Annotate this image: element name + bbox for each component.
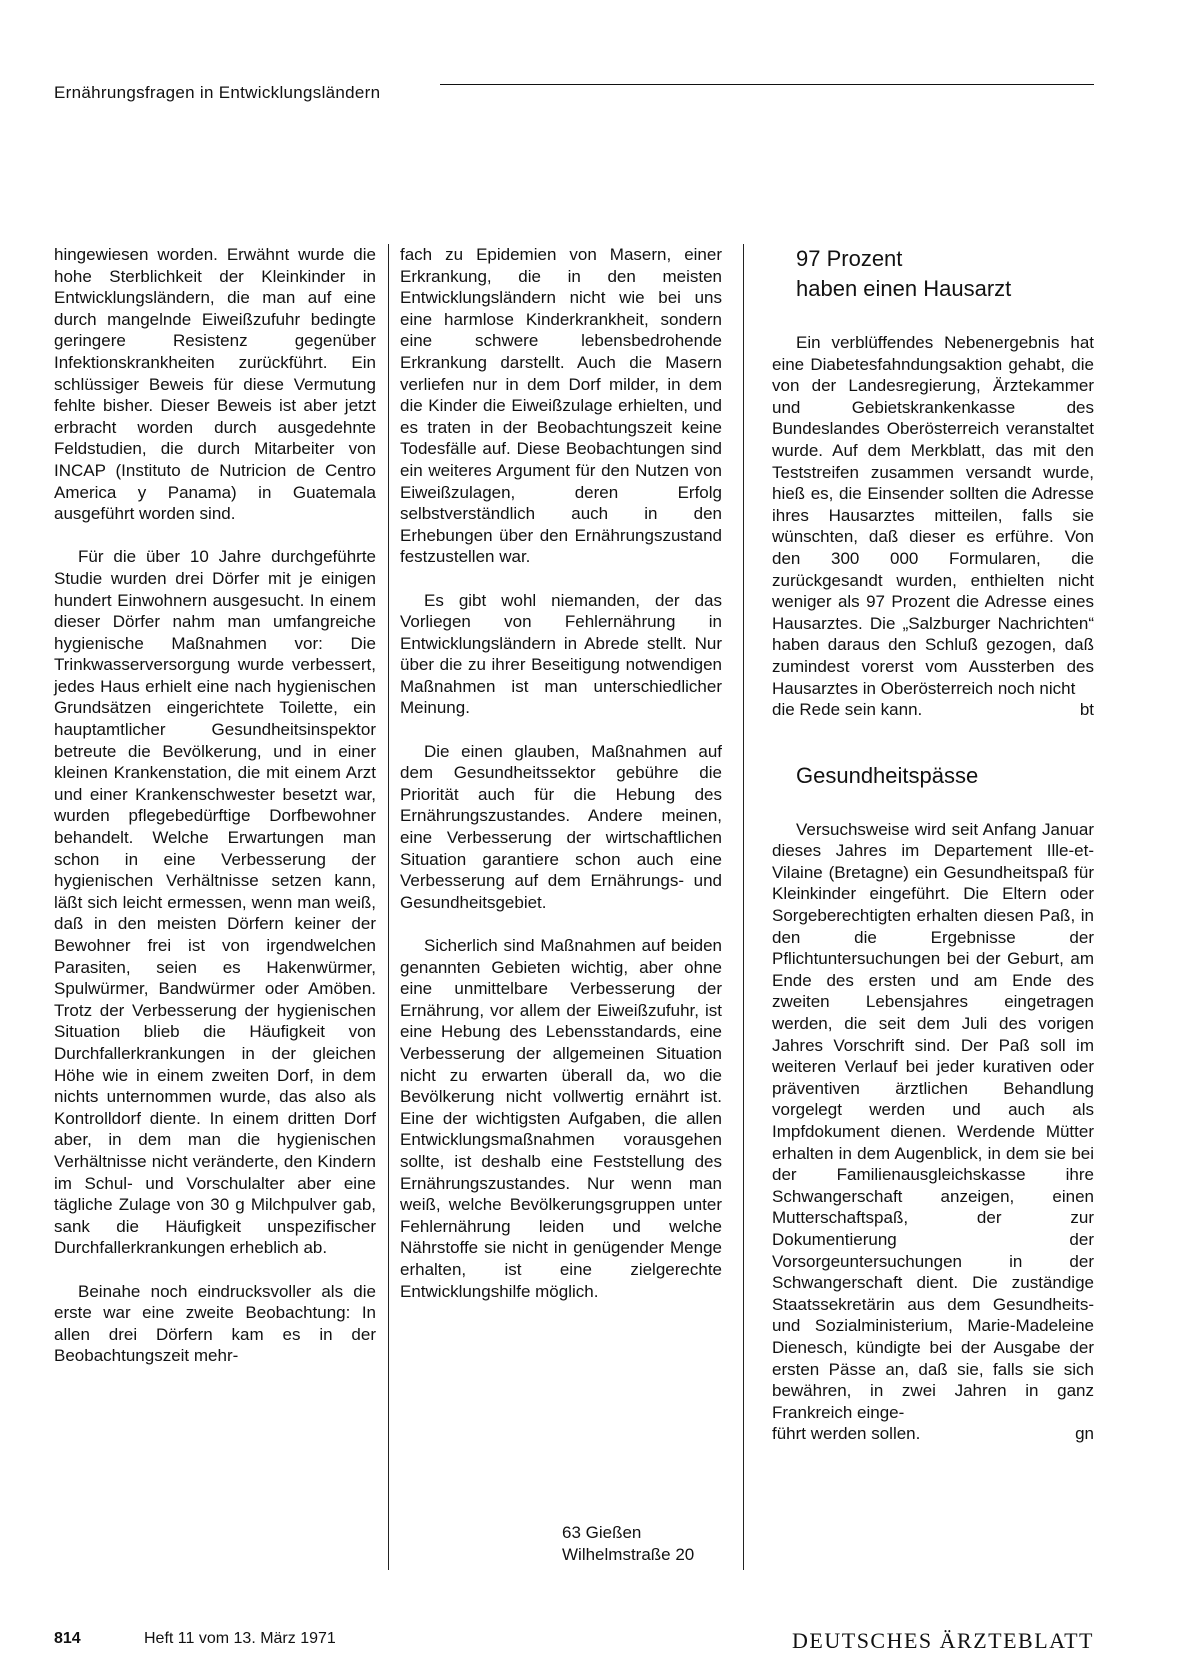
paragraph-end-line [772, 1423, 1094, 1445]
heading-line: 97 Prozent [796, 246, 903, 271]
section-heading-hausarzt [772, 244, 1094, 304]
page-number: 814 [54, 1630, 81, 1647]
column-divider-1 [388, 244, 389, 1570]
paragraph: Es gibt wohl niemanden, der das Vorliegen von Fehlernährung in Entwicklungsländern in Abrede stellt. Nur über die zu ihrer Beseitigung notwendigen Maßnahmen ist man unterschiedlicher Meinung. [400, 590, 722, 718]
column-divider-2 [743, 244, 744, 1570]
author-initials: bt [1079, 700, 1094, 720]
paragraph: hingewiesen worden. Erwähnt wurde die hohe Sterblichkeit der Kleinkinder in Entwicklungsländern, die man auf eine durch mangelnde Eiweißzufuhr bedingte geringere Resistenz gegenüber Infektionskrankheiten zurückführt. Ein schlüssiger Beweis für diese Vermutung fehlte bisher. Dieser Beweis ist aber jetzt erbracht worden durch ausgedehnte Feldstudien, die durch Mitarbeiter von INCAP (Instituto de Nutricion de Centro America y Panama) in Guatemala ausgeführt worden sind. [54, 245, 376, 524]
header-rule [440, 84, 1094, 85]
column-3 [772, 244, 1094, 1445]
paragraph-last-line: führt werden sollen. [772, 1424, 921, 1444]
journal-name: DEUTSCHES ÄRZTEBLATT [792, 1628, 1094, 1653]
paragraph: Die einen glauben, Maßnahmen auf dem Gesundheitssektor gebühre die Priorität auch für die Hebung des Ernährungszustandes. Andere meinen, eine Verbesserung der wirtschaftlichen Situation garantiere schon auch eine Verbesserung auf dem Ernährungs- und Gesundheitsgebiet. [400, 741, 722, 912]
paragraph: Beinahe noch eindrucksvoller als die erste war eine zweite Beobachtung: In allen drei Dörfern kam es in der Beobachtungszeit mehr- [54, 1281, 376, 1366]
running-title: Ernährungsfragen in Entwicklungsländern [54, 83, 381, 102]
column-2 [400, 244, 722, 1324]
address-city: 63 Gießen [562, 1523, 642, 1542]
column-1 [54, 244, 376, 1388]
issue-info: Heft 11 vom 13. März 1971 [144, 1630, 336, 1647]
section-heading-gesundheitspaesse: Gesundheitspässe [796, 762, 979, 788]
paragraph: Ein verblüffendes Nebenergebnis hat eine Diabetesfahndungsaktion gehabt, die von der Landesregierung, Ärztekammer und Gebietskrankenkasse des Bundeslandes Oberösterreich veranstaltet wurde. Auf dem Merkblatt, das mit den Teststreifen zusammen versandt wurde, hieß es, die Einsender sollten die Adresse ihres Hausarztes mitteilen, falls sie wünschten, daß dieser es erführe. Von den 300 000 Formularen, die zurückgesandt wurden, enthielten nicht weniger als 97 Prozent die Adresse eines Hausarztes. Die „Salzburger Nachrichten“ haben daraus den Schluß gezogen, daß zumindest vorerst vom Aussterben des Hausarztes in Oberösterreich noch nicht [772, 333, 1094, 698]
paragraph-end-line [772, 699, 1094, 721]
paragraph: Für die über 10 Jahre durchgeführte Studie wurden drei Dörfer mit je einigen hundert Einwohnern ausgesucht. In einem dieser Dörfer nahm man umfangreiche hygienische Maßnahmen vor: Die Trinkwasserversorgung wurde verbessert, jedes Haus erhielt eine nach hygienischen Grundsätzen eingerichtete Toilette, ein hauptamtlicher Gesundheitsinspektor betreute die Bevölkerung, und in einer kleinen Krankenstation, die mit einem Arzt und einer Krankenschwester besetzt war, wurden pflegebedürftige Dorfbewohner behandelt. Welche Erwartungen man schon in eine Verbesserung der hygienischen Verhältnisse setzen kann, läßt sich leicht ermessen, wenn man weiß, daß in den meisten Dörfern keiner der Bewohner frei ist von irgendwelchen Parasiten, seien es Hakenwürmer, Spulwürmer, Bandwürmer oder Amöben. Trotz der Verbesserung der hygienischen Situation blieb die Häufigkeit von Durchfallerkrankungen in der gleichen Höhe wie in einem zweiten Dorf, in dem nichts unternommen wurde, das also als Kontrolldorf diente. In einem dritten Dorf aber, in dem man die hygienischen Verhältnisse nicht veränderte, den Kindern im Schul- und Vorschulalter aber eine tägliche Zulage von 30 g Milchpulver gab, sank die Häufigkeit unspezifischer Durchfallerkrankungen erheblich ab. [54, 547, 376, 1258]
author-address [562, 1522, 694, 1565]
author-initials: gn [1075, 1424, 1094, 1444]
heading-line: haben einen Hausarzt [796, 276, 1012, 301]
paragraph: Versuchsweise wird seit Anfang Januar dieses Jahres im Departement Ille-et-Vilaine (Bretagne) ein Gesundheitspaß für Kleinkinder eingeführt. Die Eltern oder Sorgeberechtigten erhalten diesen Paß, in den die Ergebnisse der Pflichtuntersuchungen bei der Geburt, am Ende des ersten und am Ende des zweiten Lebensjahres eingetragen werden, die seit dem Juli des vorigen Jahres Vorschrift sind. Der Paß soll im weiteren Verlauf bei jeder kurativen oder präventiven ärztlichen Behandlung vorgelegt werden und auch als Impfdokument dienen. Werdende Mütter erhalten in dem Augenblick, in dem sie bei der Familienausgleichskasse ihre Schwangerschaft anzeigen, einen Mutterschaftspaß, der zur Dokumentierung der Vorsorgeuntersuchungen in der Schwangerschaft dient. Die zuständige Staatssekretärin aus dem Gesundheits- und Sozialministerium, Marie-Madeleine Dienesch, kündigte bei der Ausgabe der ersten Pässe an, daß sie, falls sie sich bewähren, in zwei Jahren in ganz Frankreich einge- [772, 819, 1094, 1422]
running-header [54, 83, 1094, 107]
address-street: Wilhelmstraße 20 [562, 1544, 695, 1564]
paragraph: fach zu Epidemien von Masern, einer Erkrankung, die in den meisten Entwicklungsländern nicht wie bei uns eine harmlose Kinderkrankheit, sondern eine schwere lebensbedrohende Erkrankung darstellt. Auch die Masern verliefen nur in dem Dorf milder, in dem die Kinder die Eiweißzulage erhielten, und es traten in der Beobachtungszeit keine Todesfälle auf. Diese Beobachtungen sind ein weiteres Argument für den Nutzen von Eiweißzulagen, deren Erfolg selbstverständlich auch in den Erhebungen über den Ernährungszustand festzustellen war. [400, 245, 722, 567]
paragraph: Sicherlich sind Maßnahmen auf beiden genannten Gebieten wichtig, aber ohne eine unmittelbare Verbesserung der Ernährung, vor allem der Eiweißzufuhr, ist eine Hebung des Lebensstandards, eine Verbesserung der allgemeinen Situation nicht zu erwarten überall da, wo die Bevölkerung nicht vollwertig ernährt ist. Eine der wichtigsten Aufgaben, die allen Entwicklungsmaßnahmen vorausgehen sollte, ist deshalb eine Feststellung des Ernährungszustandes. Nur wenn man weiß, welche Bevölkerungsgruppen unter Fehlernährung leiden und welche Nährstoffe sie nicht in genügender Menge erhalten, ist eine zielgerechte Entwicklungshilfe möglich. [400, 936, 722, 1301]
paragraph-last-line: die Rede sein kann. [772, 700, 923, 720]
page-footer [54, 1628, 1094, 1652]
